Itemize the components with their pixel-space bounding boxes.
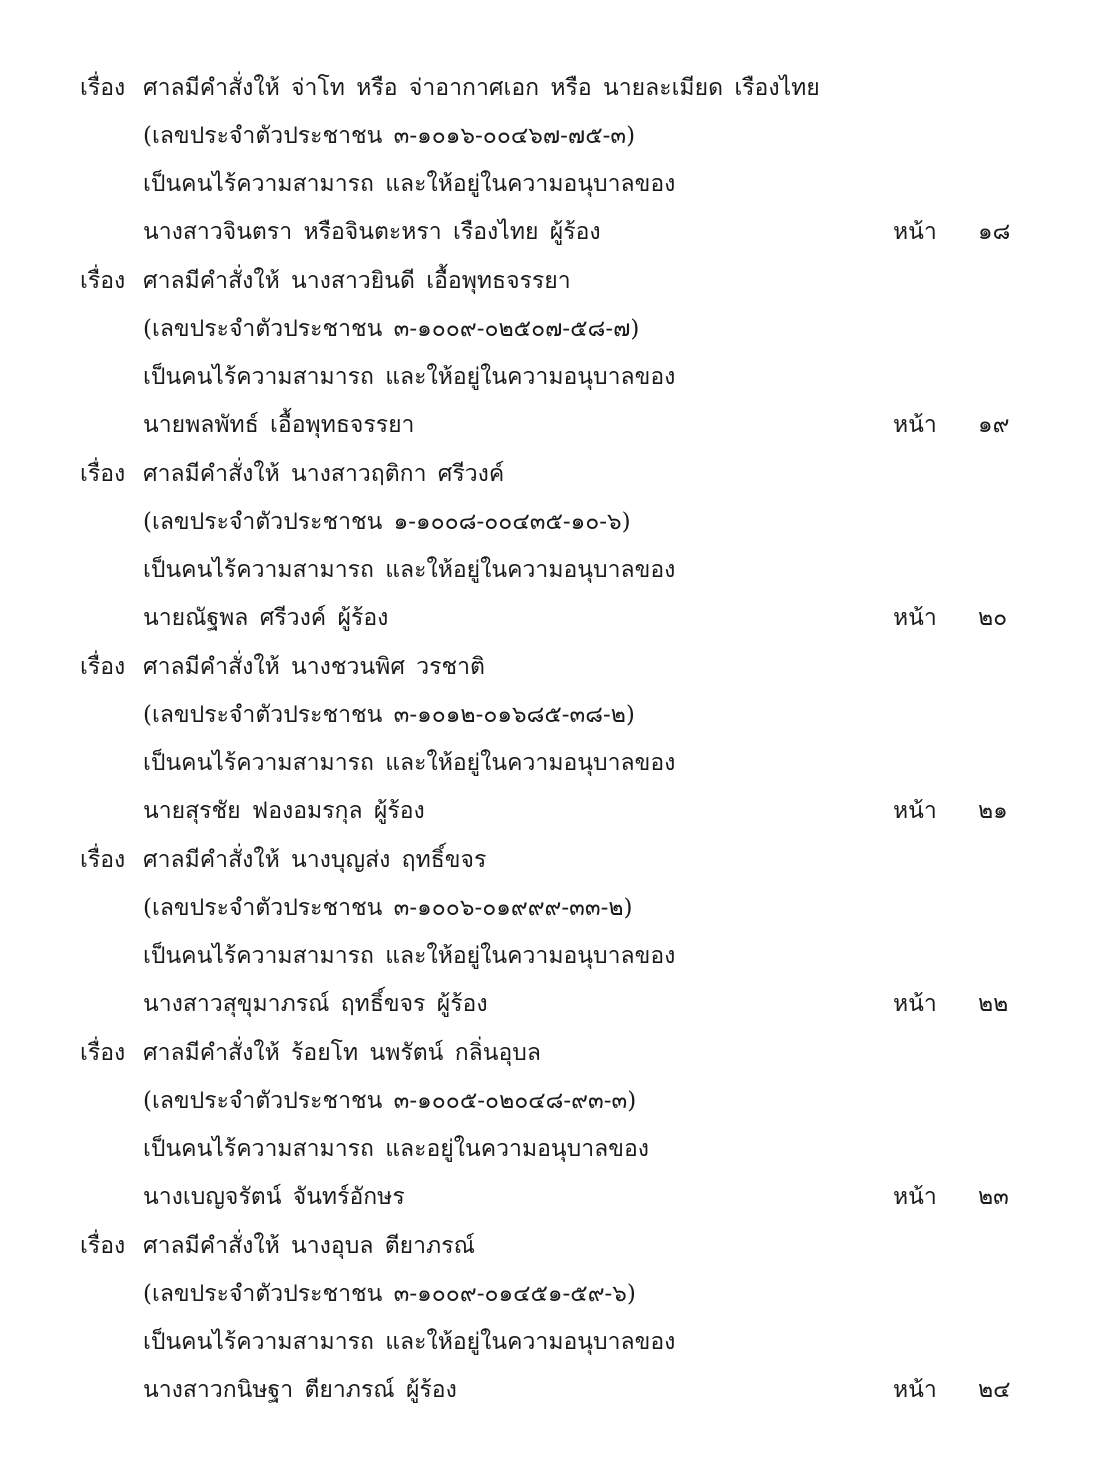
page-number: ๒๒: [978, 991, 1009, 1017]
status-line: เป็นคนไร้ความสามารถ และให้อยู่ในความอนุบาลของ: [143, 1329, 676, 1355]
page-label: หน้า: [893, 798, 937, 824]
court-order-text: ศาลมีคำสั่งให้ นางชวนพิศ วรชาติ: [143, 654, 485, 680]
court-order-text: ศาลมีคำสั่งให้ ร้อยโท นพรัตน์ กลิ่นอุบล: [143, 1040, 541, 1066]
guardian-line: นางสาวสุขุมาภรณ์ ฤทธิ์ขจร ผู้ร้อง: [143, 991, 488, 1017]
citizen-id-line: (เลขประจำตัวประชาชน ๓-๑๐๐๖-๐๑๙๙๙-๓๓-๒): [143, 895, 633, 921]
topic-label: เรื่อง: [80, 654, 126, 680]
status-line: เป็นคนไร้ความสามารถ และให้อยู่ในความอนุบาลของ: [143, 943, 676, 969]
topic-label: เรื่อง: [80, 1040, 126, 1066]
page-label: หน้า: [893, 412, 937, 438]
topic-label: เรื่อง: [80, 1233, 126, 1259]
court-order-text: ศาลมีคำสั่งให้ นางบุญส่ง ฤทธิ์ขจร: [143, 847, 487, 873]
citizen-id-line: (เลขประจำตัวประชาชน ๓-๑๐๐๙-๐๒๕๐๗-๕๘-๗): [143, 316, 640, 342]
page-label: หน้า: [893, 991, 937, 1017]
guardian-line: นายสุรชัย ฟองอมรกุล ผู้ร้อง: [143, 798, 425, 824]
status-line: เป็นคนไร้ความสามารถ และให้อยู่ในความอนุบาลของ: [143, 364, 676, 390]
court-order-text: ศาลมีคำสั่งให้ จ่าโท หรือ จ่าอากาศเอก หรือ นายละเมียด เรืองไทย: [143, 75, 820, 101]
court-order-text: ศาลมีคำสั่งให้ นางสาวยินดี เอื้อพุทธจรรยา: [143, 268, 571, 294]
entry-7: [0, 1222, 1109, 1415]
page-number: ๑๙: [978, 412, 1010, 438]
entry-3: [0, 450, 1109, 643]
page-label: หน้า: [893, 219, 937, 245]
guardian-line: นายณัฐพล ศรีวงค์ ผู้ร้อง: [143, 605, 389, 631]
entry-4: [0, 643, 1109, 836]
citizen-id-line: (เลขประจำตัวประชาชน ๑-๑๐๐๘-๐๐๔๓๕-๑๐-๖): [143, 509, 631, 535]
guardian-line: นางสาวกนิษฐา ตียาภรณ์ ผู้ร้อง: [143, 1377, 457, 1403]
status-line: เป็นคนไร้ความสามารถ และให้อยู่ในความอนุบาลของ: [143, 171, 676, 197]
entry-2: [0, 257, 1109, 450]
topic-label: เรื่อง: [80, 268, 126, 294]
page-number: ๒๑: [978, 798, 1008, 824]
status-line: เป็นคนไร้ความสามารถ และให้อยู่ในความอนุบาลของ: [143, 557, 676, 583]
court-order-text: ศาลมีคำสั่งให้ นางอุบล ตียาภรณ์: [143, 1233, 475, 1259]
page-number: ๑๘: [978, 219, 1011, 245]
citizen-id-line: (เลขประจำตัวประชาชน ๓-๑๐๑๖-๐๐๔๖๗-๗๕-๓): [143, 123, 636, 149]
page-label: หน้า: [893, 1377, 937, 1403]
page-label: หน้า: [893, 1184, 937, 1210]
page-number: ๒๐: [978, 605, 1008, 631]
topic-label: เรื่อง: [80, 75, 126, 101]
page-number: ๒๓: [978, 1184, 1009, 1210]
status-line: เป็นคนไร้ความสามารถ และให้อยู่ในความอนุบาลของ: [143, 750, 676, 776]
status-line: เป็นคนไร้ความสามารถ และอยู่ในความอนุบาลของ: [143, 1136, 650, 1162]
court-order-text: ศาลมีคำสั่งให้ นางสาวฤติกา ศรีวงค์: [143, 461, 505, 487]
citizen-id-line: (เลขประจำตัวประชาชน ๓-๑๐๐๕-๐๒๐๔๘-๙๓-๓): [143, 1088, 637, 1114]
page-number: ๒๔: [978, 1377, 1011, 1403]
citizen-id-line: (เลขประจำตัวประชาชน ๓-๑๐๐๙-๐๑๔๕๑-๕๙-๖): [143, 1281, 636, 1307]
citizen-id-line: (เลขประจำตัวประชาชน ๓-๑๐๑๒-๐๑๖๘๕-๓๘-๒): [143, 702, 635, 728]
topic-label: เรื่อง: [80, 461, 126, 487]
page-label: หน้า: [893, 605, 937, 631]
topic-label: เรื่อง: [80, 847, 126, 873]
entry-1: [0, 64, 1109, 257]
guardian-line: นางสาวจินตรา หรือจินตะหรา เรืองไทย ผู้ร้อง: [143, 219, 601, 245]
guardian-line: นางเบญจรัตน์ จันทร์อักษร: [143, 1184, 405, 1210]
guardian-line: นายพลพัทธ์ เอื้อพุทธจรรยา: [143, 412, 415, 438]
entry-5: [0, 836, 1109, 1029]
entry-6: [0, 1029, 1109, 1222]
